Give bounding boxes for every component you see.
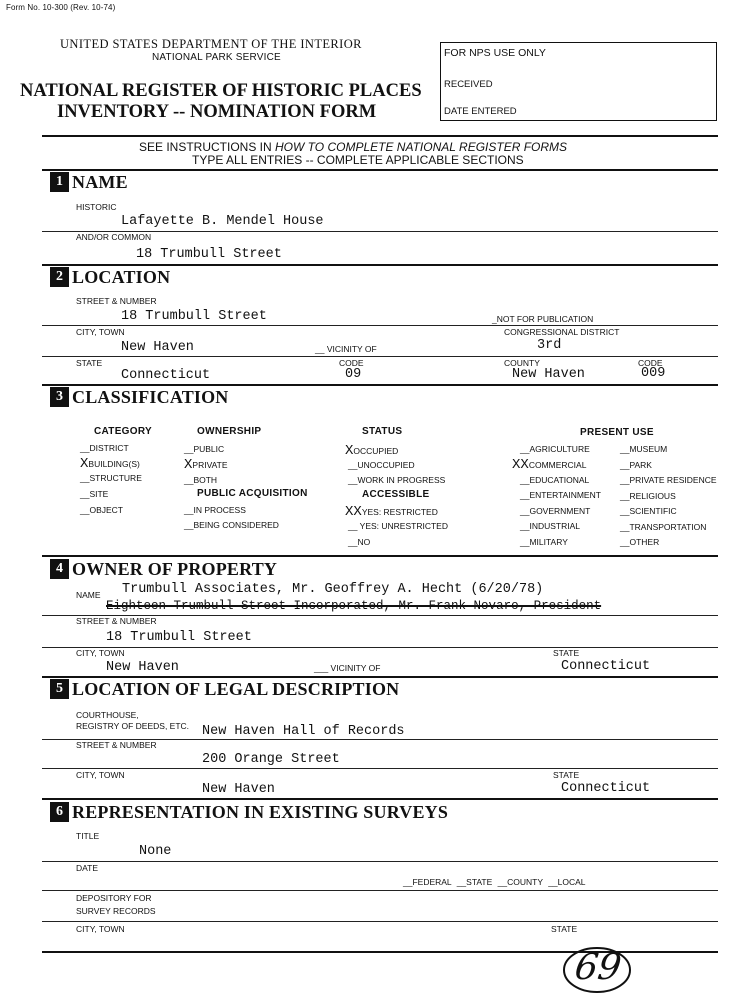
instructions-line1: SEE INSTRUCTIONS IN HOW TO COMPLETE NATIONAL REGISTER FORMS bbox=[139, 140, 568, 154]
use-museum[interactable]: __MUSEUM bbox=[620, 444, 668, 454]
use-scientific[interactable]: __SCIENTIFIC bbox=[620, 506, 677, 516]
instructions-line2: TYPE ALL ENTRIES -- COMPLETE APPLICABLE SECTIONS bbox=[192, 153, 524, 167]
public-acquisition-header: PUBLIC ACQUISITION bbox=[197, 488, 308, 499]
section-2-title: LOCATION bbox=[72, 266, 171, 287]
survey-levels: __FEDERAL __STATE __COUNTY __LOCAL bbox=[403, 877, 586, 887]
historic-label: HISTORIC bbox=[76, 202, 117, 212]
form-title-line2: INVENTORY -- NOMINATION FORM bbox=[57, 102, 377, 122]
section-5-title: LOCATION OF LEGAL DESCRIPTION bbox=[72, 678, 400, 699]
location-street-value: 18 Trumbull Street bbox=[121, 309, 267, 324]
use-government[interactable]: __GOVERNMENT bbox=[520, 506, 591, 516]
not-for-publication: _NOT FOR PUBLICATION bbox=[492, 314, 594, 324]
use-private-residence[interactable]: __PRIVATE RESIDENCE bbox=[620, 475, 717, 485]
legal-state-label: STATE bbox=[553, 770, 580, 780]
section-3-title: CLASSIFICATION bbox=[72, 386, 229, 407]
section-2-header bbox=[50, 267, 170, 287]
present-use-header: PRESENT USE bbox=[580, 427, 654, 438]
state-code-label: CODE bbox=[339, 358, 364, 368]
category-object[interactable]: __OBJECT bbox=[80, 505, 123, 515]
historic-name-value: Lafayette B. Mendel House bbox=[121, 214, 324, 229]
section-1-header bbox=[50, 172, 128, 192]
owner-vicinity-label: ___ VICINITY OF bbox=[314, 663, 381, 673]
commercial-check-mark: XX bbox=[512, 457, 529, 473]
section-5-header bbox=[50, 679, 399, 699]
congressional-district-label: CONGRESSIONAL DISTRICT bbox=[504, 327, 620, 337]
use-industrial[interactable]: __INDUSTRIAL bbox=[520, 521, 580, 531]
received-label: RECEIVED bbox=[444, 79, 493, 90]
category-district[interactable]: __DISTRICT bbox=[80, 443, 129, 453]
access-yes-restricted[interactable]: XXYES: RESTRICTED bbox=[345, 504, 438, 520]
registry-label: REGISTRY OF DEEDS, ETC. bbox=[76, 721, 190, 731]
section-5-number: 5 bbox=[50, 679, 69, 699]
form-number: Form No. 10-300 (Rev. 10-74) bbox=[6, 3, 116, 12]
county-label: COUNTY bbox=[504, 358, 540, 368]
location-city-value: New Haven bbox=[121, 340, 194, 355]
owner-struck-name: Eighteen-Trumbull-Street-Incorporated,-Mr.-Frank-Novaro,-President bbox=[106, 599, 602, 613]
section-2-number: 2 bbox=[50, 267, 69, 287]
county-value: New Haven bbox=[512, 367, 585, 382]
private-check-mark: X bbox=[184, 457, 193, 473]
state-code-value: 09 bbox=[345, 367, 362, 382]
status-unoccupied[interactable]: __UNOCCUPIED bbox=[348, 460, 415, 470]
use-military[interactable]: __MILITARY bbox=[520, 537, 568, 547]
page-number: 69 bbox=[572, 947, 624, 988]
section-6-title: REPRESENTATION IN EXISTING SURVEYS bbox=[72, 801, 449, 822]
form-title-line1: NATIONAL REGISTER OF HISTORIC PLACES bbox=[20, 81, 422, 101]
congressional-district-value: 3rd bbox=[537, 338, 562, 353]
common-name-value: 18 Trumbull Street bbox=[136, 247, 282, 262]
legal-street-value: 200 Orange Street bbox=[202, 752, 340, 767]
owner-city-value: New Haven bbox=[106, 660, 179, 675]
owner-street-value: 18 Trumbull Street bbox=[106, 630, 252, 645]
section-4-header bbox=[50, 559, 277, 579]
section-1-title: NAME bbox=[72, 171, 128, 192]
state-label: STATE bbox=[76, 358, 103, 368]
survey-title-value: None bbox=[139, 844, 172, 859]
section-3-header bbox=[50, 387, 229, 407]
section-4-title: OWNER OF PROPERTY bbox=[72, 558, 278, 579]
section-6-header bbox=[50, 802, 448, 822]
ownership-private[interactable]: XPRIVATE bbox=[184, 457, 228, 473]
use-transportation[interactable]: __TRANSPORTATION bbox=[620, 522, 707, 532]
service-name: NATIONAL PARK SERVICE bbox=[152, 52, 281, 63]
date-entered-label: DATE ENTERED bbox=[444, 106, 517, 117]
department-name: UNITED STATES DEPARTMENT OF THE INTERIOR bbox=[60, 37, 362, 51]
section-4-number: 4 bbox=[50, 559, 69, 579]
status-work-in-progress[interactable]: __WORK IN PROGRESS bbox=[348, 475, 446, 485]
county-code-value: 009 bbox=[641, 366, 666, 381]
use-educational[interactable]: __EDUCATIONAL bbox=[520, 475, 590, 485]
owner-city-label: CITY, TOWN bbox=[76, 648, 125, 658]
use-commercial[interactable]: XXCOMMERCIAL bbox=[512, 457, 587, 473]
use-entertainment[interactable]: __ENTERTAINMENT bbox=[520, 490, 601, 500]
restricted-check-mark: XX bbox=[345, 504, 362, 520]
owner-name-label: NAME bbox=[76, 590, 101, 600]
buildings-check-mark: X bbox=[80, 456, 89, 472]
acquisition-being-considered[interactable]: __BEING CONSIDERED bbox=[184, 520, 279, 530]
legal-city-label: CITY, TOWN bbox=[76, 770, 125, 780]
owner-name-value: Trumbull Associates, Mr. Geoffrey A. Hecht (6/20/78) bbox=[122, 582, 544, 597]
legal-street-label: STREET & NUMBER bbox=[76, 740, 157, 750]
status-header: STATUS bbox=[362, 426, 403, 437]
ownership-header: OWNERSHIP bbox=[197, 426, 262, 437]
owner-street-label: STREET & NUMBER bbox=[76, 616, 157, 626]
legal-city-value: New Haven bbox=[202, 782, 275, 797]
category-site[interactable]: __SITE bbox=[80, 489, 109, 499]
section-3-number: 3 bbox=[50, 387, 69, 407]
category-header: CATEGORY bbox=[94, 426, 152, 437]
acquisition-in-process[interactable]: __IN PROCESS bbox=[184, 505, 246, 515]
owner-state-label: STATE bbox=[553, 648, 580, 658]
occupied-check-mark: X bbox=[345, 443, 354, 459]
accessible-header: ACCESSIBLE bbox=[362, 489, 430, 500]
access-no[interactable]: __NO bbox=[348, 537, 371, 547]
nps-use-label: FOR NPS USE ONLY bbox=[444, 47, 546, 59]
ownership-both[interactable]: __BOTH bbox=[184, 475, 218, 485]
courthouse-label: COURTHOUSE, bbox=[76, 710, 139, 720]
courthouse-value: New Haven Hall of Records bbox=[202, 724, 405, 739]
depository-label-1: DEPOSITORY FOR bbox=[76, 893, 152, 903]
use-other[interactable]: __OTHER bbox=[620, 537, 660, 547]
use-religious[interactable]: __RELIGIOUS bbox=[620, 491, 676, 501]
vicinity-of-label: __ VICINITY OF bbox=[315, 344, 377, 354]
depository-label-2: SURVEY RECORDS bbox=[76, 906, 156, 916]
legal-state-value: Connecticut bbox=[561, 781, 651, 796]
nps-use-box bbox=[440, 42, 717, 121]
survey-state-label: STATE bbox=[551, 924, 578, 934]
survey-city-label: CITY, TOWN bbox=[76, 924, 125, 934]
county-code-label: CODE bbox=[638, 358, 663, 368]
status-occupied[interactable]: XOCCUPIED bbox=[345, 443, 399, 459]
section-1-number: 1 bbox=[50, 172, 69, 192]
category-structure[interactable]: __STRUCTURE bbox=[80, 473, 142, 483]
survey-date-label: DATE bbox=[76, 863, 99, 873]
use-agriculture[interactable]: __AGRICULTURE bbox=[520, 444, 590, 454]
street-number-label: STREET & NUMBER bbox=[76, 296, 157, 306]
category-buildings[interactable]: XBUILDING(S) bbox=[80, 456, 140, 472]
common-name-label: AND/OR COMMON bbox=[76, 232, 152, 242]
survey-title-label: TITLE bbox=[76, 831, 100, 841]
location-state-value: Connecticut bbox=[121, 368, 211, 383]
city-town-label: CITY, TOWN bbox=[76, 327, 125, 337]
access-yes-unrestricted[interactable]: __ YES: UNRESTRICTED bbox=[348, 521, 448, 531]
ownership-public[interactable]: __PUBLIC bbox=[184, 444, 225, 454]
owner-state-value: Connecticut bbox=[561, 659, 651, 674]
section-6-number: 6 bbox=[50, 802, 69, 822]
use-park[interactable]: __PARK bbox=[620, 460, 652, 470]
